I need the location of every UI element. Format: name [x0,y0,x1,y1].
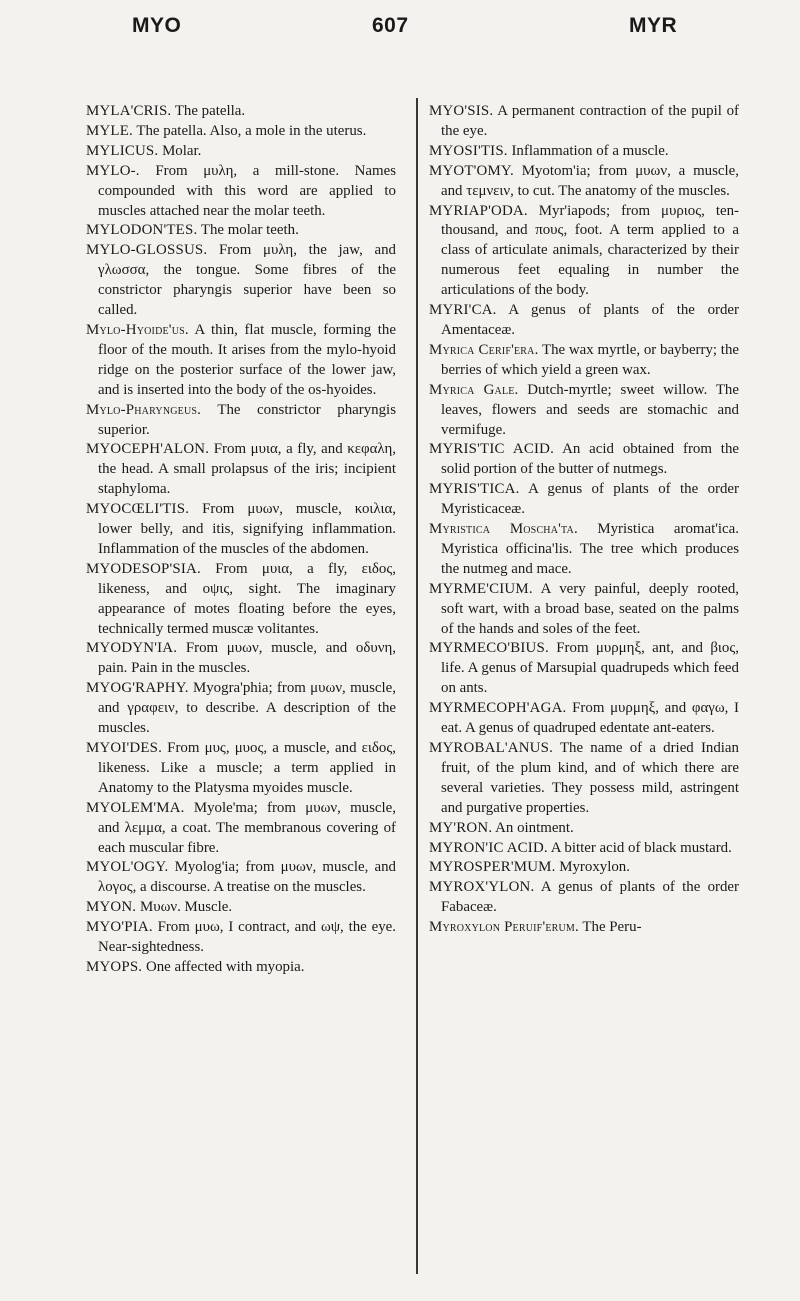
entry-headword: MYO'SIS. [429,103,494,119]
entry-headword: MYLO-. [86,162,140,179]
entry-definition: From μυς, μυος, a muscle, and ειδος, likeness. Like a muscle; a term applied in Anatomy to the Platysma myoides muscle. [98,740,396,796]
entry-headword: MYRMECOPH'AGA. [429,700,567,717]
entry-definition: The molar teeth. [197,222,299,239]
dictionary-entry [429,102,739,142]
dictionary-entry [86,401,396,441]
entry-definition: Myolog'ia; from μυων, muscle, and λογος, a discourse. A treatise on the muscles. [98,859,396,896]
entry-definition: From μυρμηξ, ant, and βιος, life. A genus of Marsupial quadrupeds which feed on ants. [441,640,739,697]
dictionary-entry [86,858,396,898]
running-head-left: MYO [132,14,182,37]
entry-headword: MYOI'DES. [86,740,163,756]
entry-definition: Inflammation of a muscle. [507,142,669,159]
dictionary-entry [429,480,739,520]
left-column [86,102,396,978]
dictionary-entry [86,679,396,739]
entry-definition: The constrictor pharyngis superior. [98,401,396,438]
entry-headword: MYOT'OMY. [429,162,514,179]
dictionary-entry [429,381,739,441]
entry-definition: A genus of plants of the order Fabaceæ. [441,879,739,916]
column-divider [416,98,418,1274]
entry-headword: Myrica Gale. [429,381,519,398]
dictionary-entry [429,839,739,859]
entry-definition: One affected with myopia. [142,958,305,975]
entry-headword: MYLODON'TES. [86,222,198,239]
entry-definition: From μυλη, a mill-stone. Names compounded with this word are applied to muscles attached near the molar teeth. [98,162,396,219]
dictionary-entry [429,341,739,381]
dictionary-entry [429,878,739,918]
dictionary-entry [86,898,396,918]
dictionary-entry [86,918,396,958]
entry-definition: Myr'iapods; from μυριος, ten-thousand, and πους, foot. A term applied to a class of articulate animals, characterized by their numerous feet equaling in number the articulations of the body. [441,202,739,299]
dictionary-entry [429,858,739,878]
dictionary-entry [429,699,739,739]
entry-headword: Myrica Cerif'era. [429,341,539,358]
entry-definition: From μυια, a fly, and κεφαλη, the head. A small prolapsus of the iris; incipient staphyloma. [98,441,396,498]
entry-headword: MYOG'RAPHY. [86,680,189,697]
entry-definition: Myotom'ia; from μυων, a muscle, and τεμνειν, to cut. The anatomy of the muscles. [441,162,739,199]
dictionary-entry [429,440,739,480]
entry-definition: The patella. Also, a mole in the uterus. [132,122,367,139]
entry-definition: The Peru- [578,919,642,936]
dictionary-entry [429,918,739,938]
entry-headword: MYO'PIA. [86,919,153,936]
dictionary-entry [86,142,396,162]
entry-headword: MYOCŒLI'TIS. [86,501,190,518]
entry-definition: Myristica aromat'ica. Myristica officina'lis. The tree which produces the nutmeg and mace. [441,521,739,577]
entry-definition: A thin, flat muscle, forming the floor of the mouth. It arises from the mylo-hyoid ridge on the posterior surface of the lower jaw, and is inserted into the body of the os-hyoides. [98,321,396,398]
entry-definition: Myole'ma; from μυων, muscle, and λεμμα, a coat. The membranous covering of each muscular fibre. [98,799,396,856]
running-head-right: MYR [629,14,678,37]
entry-definition: A genus of plants of the order Amentaceæ. [441,302,739,338]
dictionary-entry [86,799,396,859]
dictionary-entry [86,440,396,500]
entry-definition: From μυων, muscle, κοιλια, lower belly, and itis, signifying inflammation. Inflammation of the muscles of the abdomen. [98,501,396,557]
entry-definition: From μυω, I contract, and ωψ, the eye. Near-sightedness. [98,919,396,956]
entry-headword: MYOLEM'MA. [86,799,185,816]
entry-headword: MYON. [86,899,137,916]
dictionary-entry [86,739,396,799]
entry-definition: Dutch-myrtle; sweet willow. The leaves, flowers and seeds are stomachic and vermifuge. [441,381,739,438]
right-column [429,102,739,938]
dictionary-entry [86,162,396,222]
entry-headword: MYRON'IC ACID. [429,839,548,856]
entry-headword: Myristica Moscha'ta. [429,521,578,538]
dictionary-entry [429,819,739,839]
dictionary-entry [86,221,396,241]
dictionary-entry [429,142,739,162]
entry-headword: MYROSPER'MUM. [429,859,556,876]
running-head [0,14,800,44]
entry-headword: MYLO-GLOSSUS. [86,242,208,259]
entry-definition: From μυλη, the jaw, and γλωσσα, the tongue. Some fibres of the constrictor pharyngis superior have been so called. [98,242,396,319]
entry-headword: MYRIS'TIC ACID. [429,441,555,458]
entry-headword: MYRME'CIUM. [429,580,533,597]
entry-headword: MYOL'OGY. [86,859,169,876]
entry-definition: From μυων, muscle, and οδυνη, pain. Pain in the muscles. [98,640,396,677]
entry-definition: A permanent contraction of the pupil of the eye. [441,103,739,139]
dictionary-entry [429,639,739,699]
entry-headword: Mylo-Pharyngeus. [86,401,202,418]
dictionary-entry [86,241,396,321]
entry-definition: Myogra'phia; from μυων, muscle, and γραφειν, to describe. A description of the muscles. [98,680,396,737]
dictionary-entry [86,500,396,560]
entry-headword: MYROX'YLON. [429,879,535,896]
entry-headword: MYLICUS. [86,142,159,159]
dictionary-entry [86,321,396,401]
page-number: 607 [372,14,409,37]
dictionary-entry [429,301,739,341]
entry-headword: MYLE. [86,122,133,139]
dictionary-entry [86,102,396,122]
entry-headword: MYODESOP'SIA. [86,560,201,577]
entry-headword: MYRIS'TICA. [429,481,520,498]
dictionary-entry [86,560,396,640]
dictionary-entry [429,162,739,202]
entry-headword: Myroxylon Peruif'erum. [429,919,579,936]
entry-headword: Mylo-Hyoide'us. [86,321,189,338]
entry-definition: The patella. [171,103,246,119]
entry-headword: MYRI'CA. [429,302,497,319]
dictionary-entry [86,958,396,978]
dictionary-entry [86,122,396,142]
entry-definition: A bitter acid of black mustard. [547,839,732,856]
dictionary-entry [429,202,739,302]
entry-definition: Myroxylon. [555,859,630,876]
entry-definition: From μυια, a fly, ειδος, likeness, and οψις, sight. The imaginary appearance of motes floating before the eyes, technically termed muscæ volitantes. [98,560,396,637]
entry-headword: MY'RON. [429,819,493,836]
entry-definition: Μυων. Muscle. [136,899,233,916]
entry-definition: The name of a dried Indian fruit, of the plum kind, and of which there are several varieties. They possess mild, astringent and purgative properties. [441,740,739,816]
entry-definition: The wax myrtle, or bayberry; the berries of which yield a green wax. [441,341,739,378]
entry-definition: From μυρμηξ, and φαγω, I eat. A genus of quadruped edentate ant-eaters. [441,700,739,737]
entry-definition: An ointment. [492,819,574,836]
dictionary-entry [429,739,739,819]
entry-headword: MYRMECO'BIUS. [429,640,549,657]
entry-headword: MYLA'CRIS. [86,103,172,119]
entry-headword: MYRIAP'ODA. [429,202,528,219]
dictionary-entry [429,580,739,640]
dictionary-entry [86,639,396,679]
entry-headword: MYOCEPH'ALON. [86,441,210,458]
entry-headword: MYROBAL'ANUS. [429,740,554,756]
entry-definition: An acid obtained from the solid portion of the butter of nutmegs. [441,441,739,478]
entry-definition: A genus of plants of the order Myristicaceæ. [441,481,739,518]
entry-headword: MYODYN'IA. [86,640,178,657]
entry-headword: MYOSI'TIS. [429,142,508,159]
entry-definition: Molar. [158,142,202,159]
entry-definition: A very painful, deeply rooted, soft wart, with a broad base, seated on the palms of the hands and soles of the feet. [441,580,739,637]
entry-headword: MYOPS. [86,958,143,975]
dictionary-entry [429,520,739,580]
